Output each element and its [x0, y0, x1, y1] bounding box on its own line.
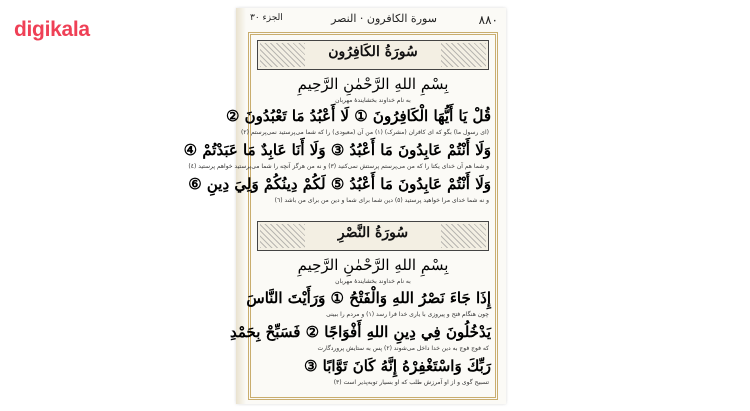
- basmala-kafirun: بِسْمِ اللهِ الرَّحْمٰنِ الرَّحِيمِ: [297, 75, 449, 93]
- translation-line: چون هنگام فتح و پیروزی با یاری خدا فرا رسد (١) و مردم را ببینی: [326, 311, 489, 318]
- verse-line: رَبِّكَ وَاسْتَغْفِرْهُ إِنَّهُ كَانَ تَوَّابًا ③: [303, 357, 491, 375]
- surah-nasr-banner: [257, 221, 489, 251]
- banner-ornament-left: [260, 43, 305, 67]
- basmala-translation: به نام خداوند بخشایندهٔ مهربان: [335, 278, 411, 285]
- surah-kafirun-banner: [257, 40, 489, 70]
- verse-line: إِذَا جَاءَ نَصْرُ اللهِ وَالْفَتْحُ ① وَرَأَيْتَ النَّاسَ: [246, 289, 491, 307]
- translation-line: (ای رسول ما) بگو که ای کافران (مشرک) (١) من آن (معبودی) را که شما می‌پرستید نمی‌پرستم (٢): [241, 129, 489, 136]
- verse-line: وَلَا أَنْتُمْ عَابِدُونَ مَا أَعْبُدُ ⑤ لَكُمْ دِينُكُمْ وَلِيَ دِينِ ⑥: [188, 175, 491, 193]
- page-header: [250, 11, 498, 29]
- page-spine-shadow: [236, 8, 246, 404]
- juz-label: الجزء ٣٠: [250, 13, 283, 23]
- basmala-translation: به نام خداوند بخشایندهٔ مهربان: [335, 97, 411, 104]
- translation-line: و شما هم آن خدای یکتا را که من می‌پرستم پرستش نمی‌کنید (٣) و نه من هرگز آنچه را شما می‌پرستید خواهم پرستید (٤): [188, 163, 489, 170]
- header-surah-names: سورة الكافرون · النصر: [331, 12, 437, 25]
- basmala-nasr: بِسْمِ اللهِ الرَّحْمٰنِ الرَّحِيمِ: [297, 256, 449, 274]
- verse-line: يَدْخُلُونَ فِي دِينِ اللهِ أَفْوَاجًا ② فَسَبِّحْ بِحَمْدِ: [229, 323, 491, 341]
- ornamental-frame: [183, 32, 498, 400]
- quran-page: [183, 8, 506, 404]
- banner-ornament-right: [441, 43, 486, 67]
- verse-line: وَلَا أَنْتُمْ عَابِدُونَ مَا أَعْبُدُ ③ وَلَا أَنَا عَابِدٌ مَا عَبَدْتُمْ ④: [183, 141, 491, 159]
- translation-line: که فوج فوج به دین خدا داخل می‌شوند (٢) پس به ستایش پروردگارت: [317, 345, 489, 352]
- translation-line: و نه شما خدای مرا خواهید پرستید (٥) دین شما برای شما و دین من برای من باشد (٦): [274, 197, 489, 204]
- surah-nasr-title: سُورَةُ النَّصْرِ: [337, 225, 409, 241]
- banner-ornament-left: [260, 224, 305, 248]
- surah-kafirun-title: سُورَةُ الكَافِرُون: [328, 44, 418, 60]
- verse-line: قُلْ يَا أَيُّهَا الْكَافِرُونَ ① لَا أَعْبُدُ مَا تَعْبُدُونَ ②: [225, 107, 491, 125]
- translation-line: تسبیح گوی و از او آمرزش طلب که او بسیار توبه‌پذیر است (٣): [333, 379, 489, 386]
- digikala-logo: digikala: [14, 18, 90, 41]
- banner-ornament-right: [441, 224, 486, 248]
- page-number: ۸۸۰: [478, 13, 498, 27]
